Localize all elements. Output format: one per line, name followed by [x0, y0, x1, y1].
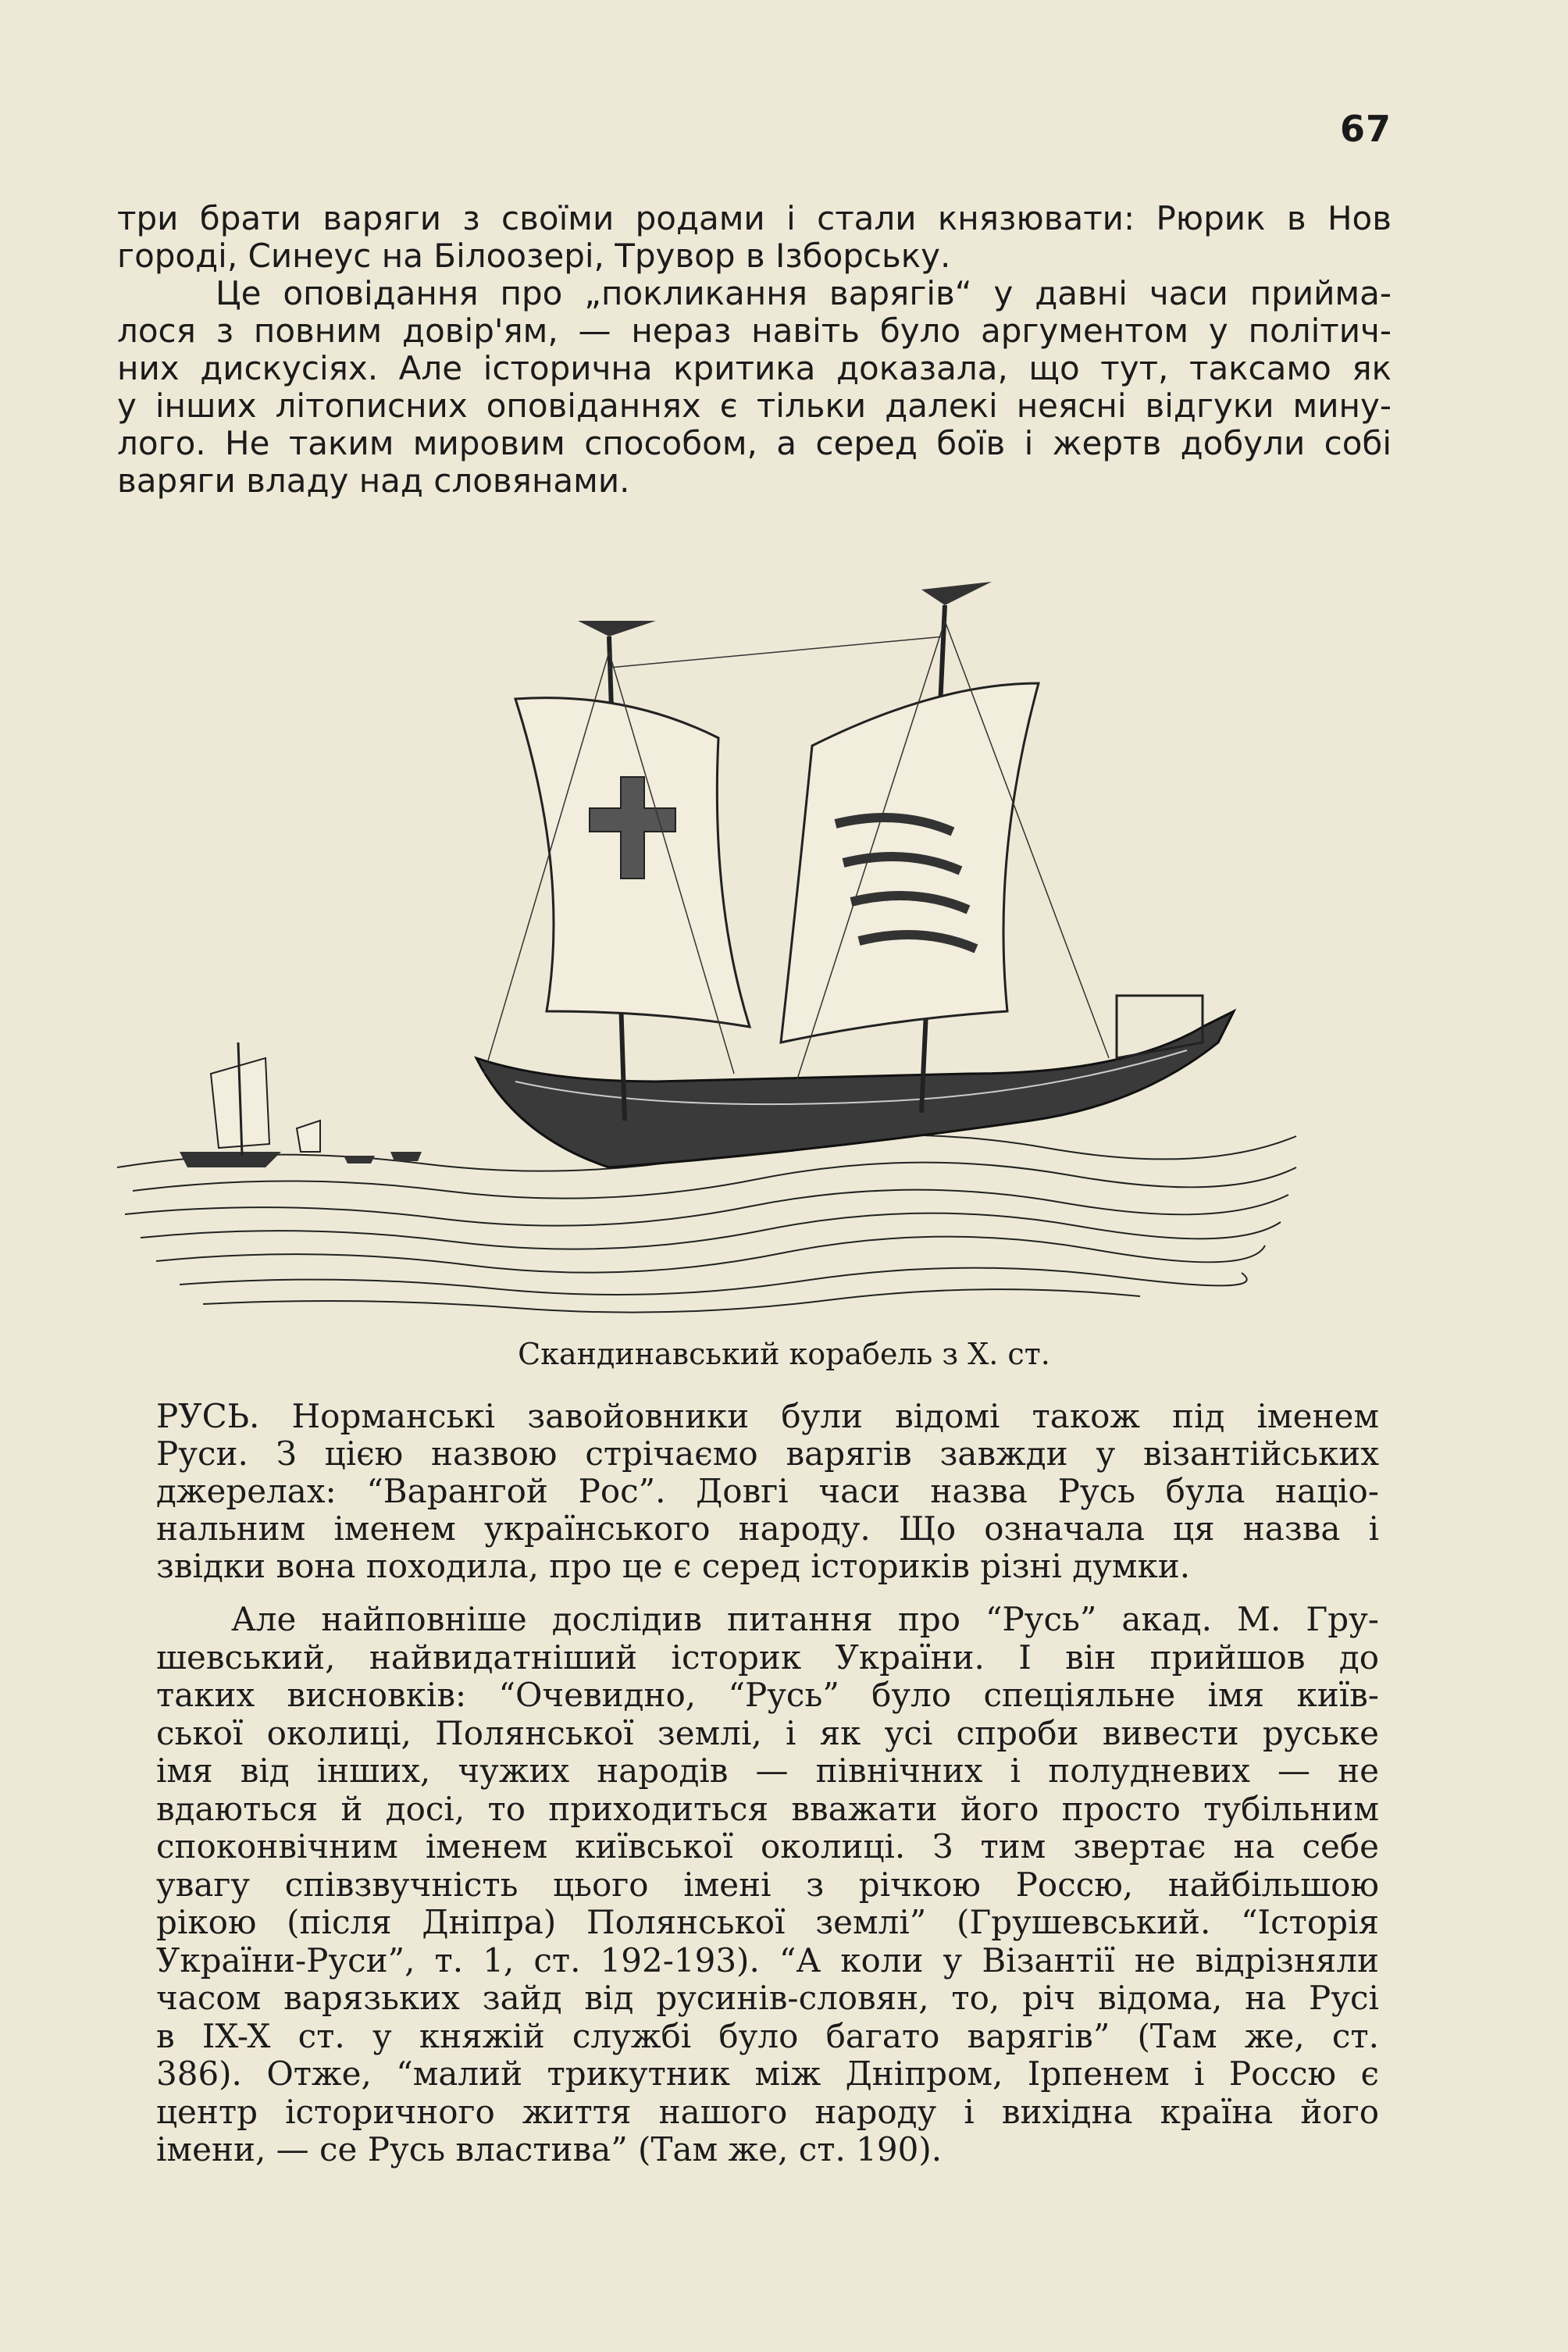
text-line: імени, — се Русь властива” (Там же, ст. 190). [156, 2130, 943, 2168]
text-line: центр історичного життя нашого народу і вихідна країна його [156, 2092, 1379, 2131]
figure-caption: Скандинавський корабель з X. ст. [518, 1337, 1050, 1371]
intro-paragraph [117, 200, 1392, 500]
text-line: Руси. З цією назвою стрічаємо варягів завжди у візантійських [156, 1434, 1379, 1473]
text-line: лого. Не таким мировим способом, а серед боїв і жертв добули собі [117, 424, 1392, 462]
text-line: них дискусіях. Але історична критика доказала, що тут, таксамо як [117, 349, 1392, 387]
text-line: України-Руси”, т. 1, ст. 192-193). “А коли у Візантії не відрізняли [156, 1940, 1379, 1980]
text-line-content: Норманські завойовники були відомі також під іменем [291, 1397, 1380, 1435]
text-line: варяги владу над словянами. [117, 461, 630, 500]
text-line [156, 1398, 1379, 1435]
hrushevsky-paragraph [156, 1601, 1379, 2169]
ship-illustration [109, 574, 1312, 1324]
text-line: увагу співзвучність цього імені з річкою Россю, найбільшою [156, 1865, 1379, 1904]
text-line: у інших літописних оповіданнях є тільки далекі неясні відгуки мину- [117, 387, 1392, 425]
scandinavian-ship-drawing [109, 574, 1312, 1324]
text-line: часом варязьких зайд від русинів-словян, то, річ відома, на Русі [156, 1979, 1379, 2017]
text-line: ської околиці, Полянської землі, і як усі спроби вивести руське [156, 1713, 1379, 1752]
text-line: споконвічним іменем київської околиці. З тим звертає на себе [156, 1827, 1379, 1866]
text-line: імя від інших, чужих народів — північних і полудневих — не [156, 1752, 1379, 1790]
page-number: 67 [1339, 108, 1392, 150]
text-line: рікою (після Дніпра) Полянської землі” (Грушевський. “Історія [156, 1903, 1379, 1941]
text-line: 386). Отже, “малий трикутник між Дніпром, Ірпенем і Россю є [156, 2054, 1379, 2093]
text-line: нальним іменем українського народу. Що означала ця назва і [156, 1509, 1379, 1548]
text-line: джерелах: “Варангой Рос”. Довгі часи назва Русь була націо- [156, 1472, 1379, 1510]
text-line: Це оповідання про „покликання варягів“ у давні часи приймa- [216, 274, 1392, 312]
text-line: таких висновків: “Очевидно, “Русь” було спеціяльне імя київ- [156, 1676, 1379, 1714]
section-heading: РУСЬ. [156, 1397, 260, 1435]
text-line: вдаються й досі, то приходиться вважати його просто тубільним [156, 1789, 1379, 1828]
text-line: лося з повним довір'ям, — нераз навіть було аргументом у політич- [117, 312, 1392, 350]
text-line: шевський, найвидатніший історик України. І він прийшов до [156, 1637, 1379, 1677]
text-line: городі, Синеус на Білоозері, Трувор в Ізборську. [117, 237, 951, 275]
text-line: звідки вона походила, про це є серед істориків різні думки. [156, 1547, 1191, 1585]
text-line: в IX-X ст. у княжій службі було багато варягів” (Там же, ст. [156, 2016, 1379, 2055]
rus-paragraph [156, 1398, 1379, 1585]
text-line: Але найповніше дослідив питання про “Русь” акад. М. Гру- [231, 1600, 1379, 1638]
text-line: три брати варяги з своїми родами і стали князювати: Рюрик в Нов [117, 199, 1392, 237]
